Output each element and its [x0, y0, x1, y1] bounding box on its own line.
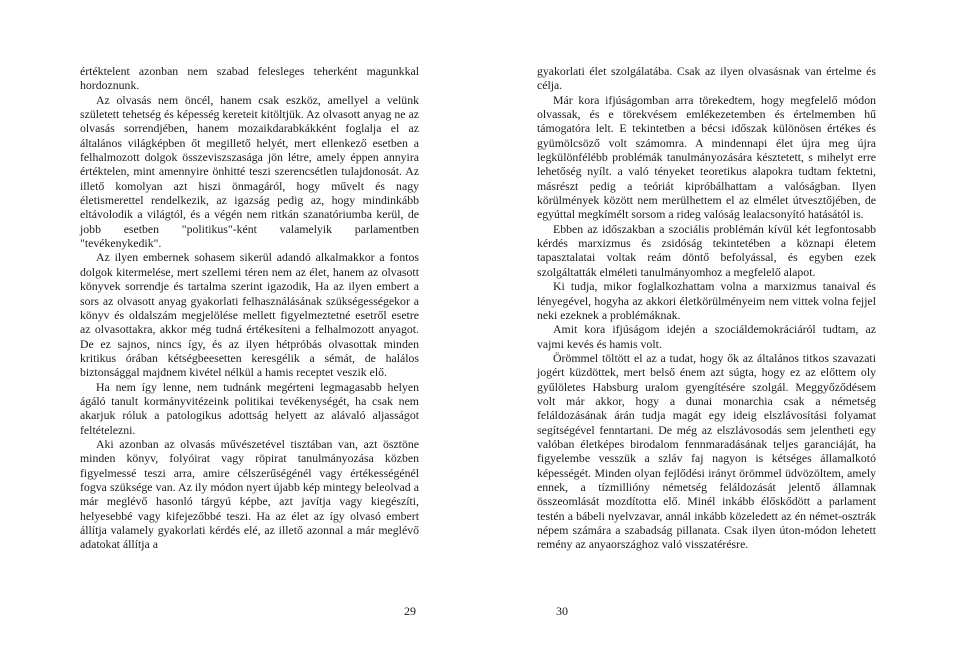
- right-paragraph-3: Ebben az időszakban a szociális problémán kívül két legfontosabb kérdés marxizmus és zsidóság tekintetében a köznapi életem tapasztalatai voltak reám döntő befolyással, és egyben ezek szolgáltatták elméleti tanulmányomhoz a megfelelő alapot.: [537, 221, 876, 279]
- right-paragraph-2: Már kora ifjúságomban arra törekedtem, hogy megfelelő módon olvassak, és e törekvésem emlékezetemben és értelmemben hű támogatóra lelt. E tekintetben a bécsi időszak különösen értékes és gyümölcsöző volt számomra. A mindennapi élet újra meg újra legkülönfélébb problémák tanulmányozására késztetett, s mihelyt erre lehetőség nyílt. a való tényeket teoretikus alapokra tudtam fektetni, másrészt pedig a teóriát kipróbálhattam a valóságban. Ilyen körülmények között nem merülhettem el az elmélet útvesztőjében, de egyúttal megkímélt sorsom a rideg valóság lealacsonyító hatásától is.: [537, 92, 876, 222]
- left-paragraph-2: Az olvasás nem öncél, hanem csak eszköz, amellyel a velünk született tehetség és képesség kereteit kitöltjük. Az olvasott anyag ne az olvasás sorrendjében, hanem mozaikdarabkákként foglalja el az általános világképben őt megillető helyét, mert ellenkező esetben a felhalmozott dolgok összeviszszasága jön létre, amely éppen annyira értéktelen, mint amennyire önhitté teszi szerencsétlen tulajdonosát. Az illető komolyan azt hiszi önmagáról, hogy művelt és nagy életismerettel rendelkezik, az igazság pedig az, hogy mindinkább eltávolodik a világtól, és a végén nem ritkán szanatóriumba kerül, de jobb esetben "politikus"-ként valamelyik parlamentben "tevékenykedik".: [80, 92, 419, 251]
- left-paragraph-1: értéktelent azonban nem szabad felesleges teherként magunkkal hordoznunk.: [80, 64, 419, 93]
- right-paragraph-1: gyakorlati élet szolgálatába. Csak az ilyen olvasásnak van értelme és célja.: [537, 64, 876, 93]
- left-paragraph-5: Aki azonban az olvasás művészetével tisztában van, azt ösztöne minden könyv, folyóirat vagy röpirat tanulmányozása közben figyelmessé teszi arra, amire célszerűségénél vagy értékességénél fogva szüksége van. Az ily módon nyert újabb kép mintegy beleolvad a már meglévő hasonló tárgyú képbe, azt javítja vagy kiegészíti, helyesebbé vagy kifejezőbbé teszi. Ha az élet az így olvasó embert állítja valamely gyakorlati kérdés elé, az illető azonnal a már meglévő adatokat állítja a: [80, 436, 419, 552]
- right-paragraph-6: Örömmel töltött el az a tudat, hogy ők az általános titkos szavazati jogért küzdöttek, mert belső énem azt súgta, hogy ez az előttem oly gyűlöletes Habsburg uralom gyengítésére szolgál. Meggyőződésem volt már akkor, hogy a dunai monarchia csak a németség feláldozásának árán tudja magát egy ideig elszlávosítási folyamat segítségével fenntartani. De még az elszlávosodás sem jelentheti egy valóban életképes birodalom fennmaradásának teljes garanciáját, ha figyelembe vesszük a szláv faj nagyon is kétséges államalkotó képességét. Minden olyan fejlődési irányt örömmel üdvözöltem, amely ennek, a tízmillióny németség feláldozását jelentő államnak összeomlását mozdította elő. Minél inkább élőskődött a parlament testén a bábeli nyelvzavar, annál inkább közeledett az én német-osztrák népem számára a szabadság pillanata. Csak ilyen úton-módon lehetett remény az anyaországhoz való visszatérésre.: [537, 350, 876, 552]
- page-number-right: 30: [556, 604, 568, 618]
- page-number-left: 29: [404, 604, 416, 618]
- left-paragraph-3: Az ilyen embernek sohasem sikerül adandó alkalmakkor a fontos dolgok kitermelése, mert szellemi téren nem az élet, hanem az olvasott könyvek sorrendje és tartalma szerint igazodik, Ha az ilyen embert a sors az olvasott anyag gyakorlati felhasználásának szükségességekor a könyv és oldalszám megjelölése mellett figyelmeztetné esetről esetre az olvasottakra, akkor még tudná értékesíteni a felhalmozott anyagot. De ez sajnos, nincs így, és az ilyen hétpróbás olvasottak minden kritikus órában kétségbeesetten keresgélik a sémát, de halálos biztonsággal majdnem kivétel nélkül a hamis receptet veszik elő.: [80, 250, 419, 380]
- right-paragraph-5: Amit kora ifjúságom idején a szociáldemokráciáról tudtam, az vajmi kevés és hamis volt.: [537, 322, 876, 351]
- left-page: [80, 64, 419, 552]
- left-paragraph-4: Ha nem így lenne, nem tudnánk megérteni legmagasabb helyen ágáló tanult kormányvitézeink politikai tevékenységét, ha csak nem akarjuk róluk a patologikus adottság helyett az alávaló aljasságot feltételezni.: [80, 379, 419, 437]
- right-paragraph-4: Ki tudja, mikor foglalkozhattam volna a marxizmus tanaival és lényegével, hogyha az akkori életkörülményeim nem vittek volna fejjel neki ezeknek a problémáknak.: [537, 279, 876, 322]
- right-page: [537, 64, 876, 552]
